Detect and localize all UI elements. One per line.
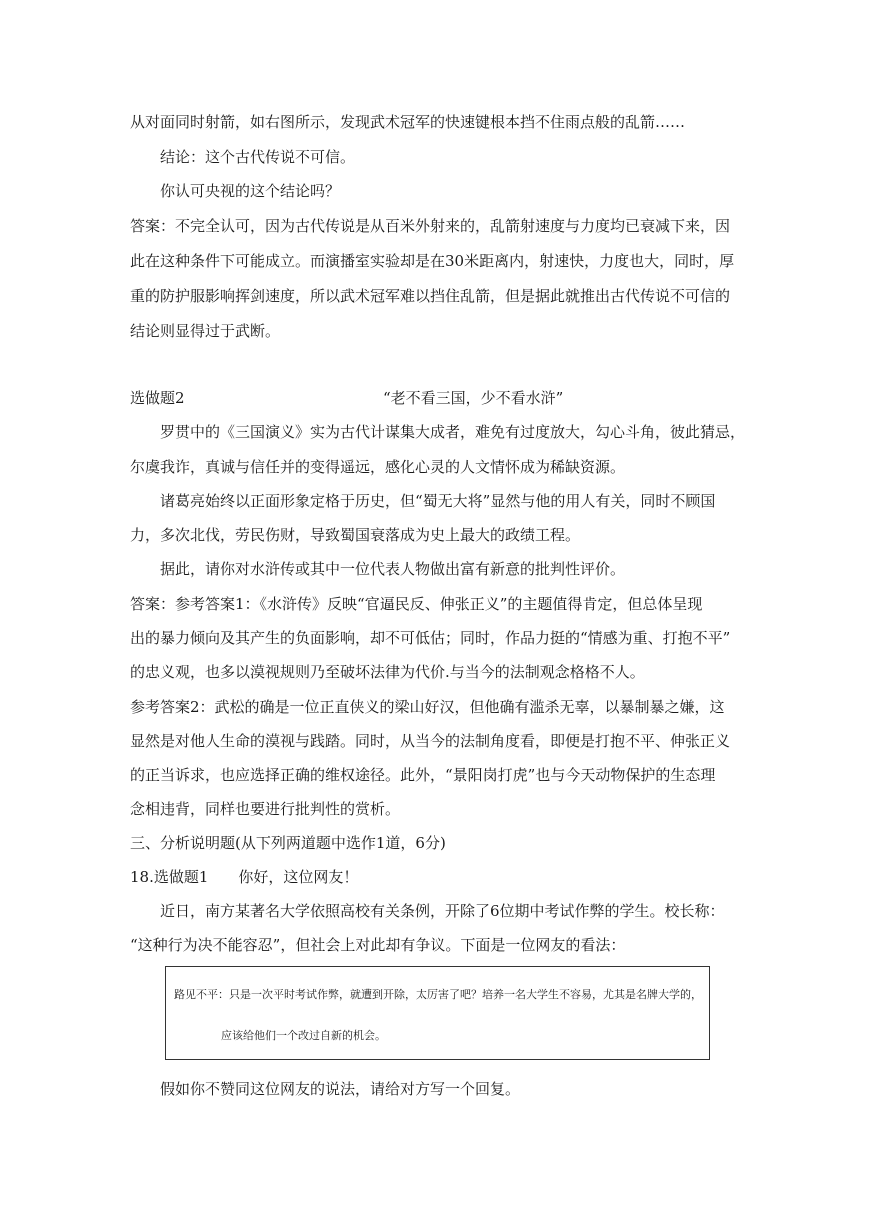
text-line: 尔虞我诈，真诚与信任并的变得遥远，感化心灵的人文情怀成为稀缺资源。 xyxy=(130,458,626,476)
text-line: 罗贯中的《三国演义》实为古代计谋集大成者，难免有过度放大，勾心斗角，彼此猜忌， xyxy=(160,423,746,441)
netizen-quote-box xyxy=(165,966,710,1060)
question-line: 假如你不赞同这位网友的说法，请给对方写一个回复。 xyxy=(160,1080,521,1098)
answer-line: 显然是对他人生命的漠视与践踏。同时，从当今的法制角度看，即便是打抱不平、伸张正义 xyxy=(130,732,731,750)
conclusion-line: 结论：这个古代传说不可信。 xyxy=(160,148,356,166)
answer-line: 参考答案2：武松的确是一位正直侠义的梁山好汉，但他确有滥杀无辜，以暴制暴之嫌，这 xyxy=(130,698,725,716)
question-line: 据此，请你对水浒传或其中一位代表人物做出富有新意的批判性评价。 xyxy=(160,560,626,578)
text-line: 从对面同时射箭，如右图所示，发现武术冠军的快速键根本挡不住雨点般的乱箭…… xyxy=(130,113,686,131)
quote-line: 路见不平：只是一次平时考试作弊，就遭到开除，太厉害了吧？培养一名大学生不容易，尤其是名牌大学的， xyxy=(174,988,702,1001)
text-line: 近日，南方某著名大学依照高校有关条例，开除了6位期中考试作弊的学生。校长称： xyxy=(160,902,725,920)
answer-line: 的忠义观，也多以漠视规则乃至破坏法律为代价.与当今的法制观念格格不人。 xyxy=(130,663,645,681)
answer-line: 答案：不完全认可，因为古代传说是从百米外射来的，乱箭射速度与力度均已衰减下来，因 xyxy=(130,217,731,235)
answer-line: 答案：参考答案1：《水浒传》反映“官逼民反、伸张正义”的主题值得肯定，但总体呈现 xyxy=(130,595,703,613)
text-line: 力，多次北伐，劳民伤财，导致蜀国衰落成为史上最大的政绩工程。 xyxy=(130,526,581,544)
section-heading: 三、分析说明题(从下列两道题中选作1道，6分) xyxy=(130,834,446,852)
section-title: “老不看三国，少不看水浒” xyxy=(383,389,564,407)
text-line: 诸葛亮始终以正面形象定格于历史，但“蜀无大将”显然与他的用人有关，同时不顾国 xyxy=(160,492,716,510)
answer-line: 此在这种条件下可能成立。而演播室实验却是在30米距离内，射速快，力度也大，同时，厚 xyxy=(130,252,735,270)
text-line: “这种行为决不能容忍”，但社会上对此却有争议。下面是一位网友的看法： xyxy=(130,936,626,954)
answer-line: 结论则显得过于武断。 xyxy=(130,322,281,340)
answer-line: 的正当诉求，也应选择正确的维权途径。此外，“景阳岗打虎”也与今天动物保护的生态理 xyxy=(130,766,716,784)
quote-line: 应该给他们一个改过自新的机会。 xyxy=(221,1029,386,1042)
question-line: 你认可央视的这个结论吗？ xyxy=(160,182,341,200)
answer-line: 出的暴力倾向及其产生的负面影响，却不可低估；同时，作品力挺的“情感为重、打抱不平” xyxy=(130,629,731,647)
section-label: 选做题2 xyxy=(130,389,185,407)
question-title: 18.选做题1 你好，这位网友！ xyxy=(130,868,359,886)
answer-line: 念相违背，同样也要进行批判性的赏析。 xyxy=(130,800,401,818)
answer-line: 重的防护服影响挥剑速度，所以武术冠军难以挡住乱箭，但是据此就推出古代传说不可信的 xyxy=(130,287,731,305)
